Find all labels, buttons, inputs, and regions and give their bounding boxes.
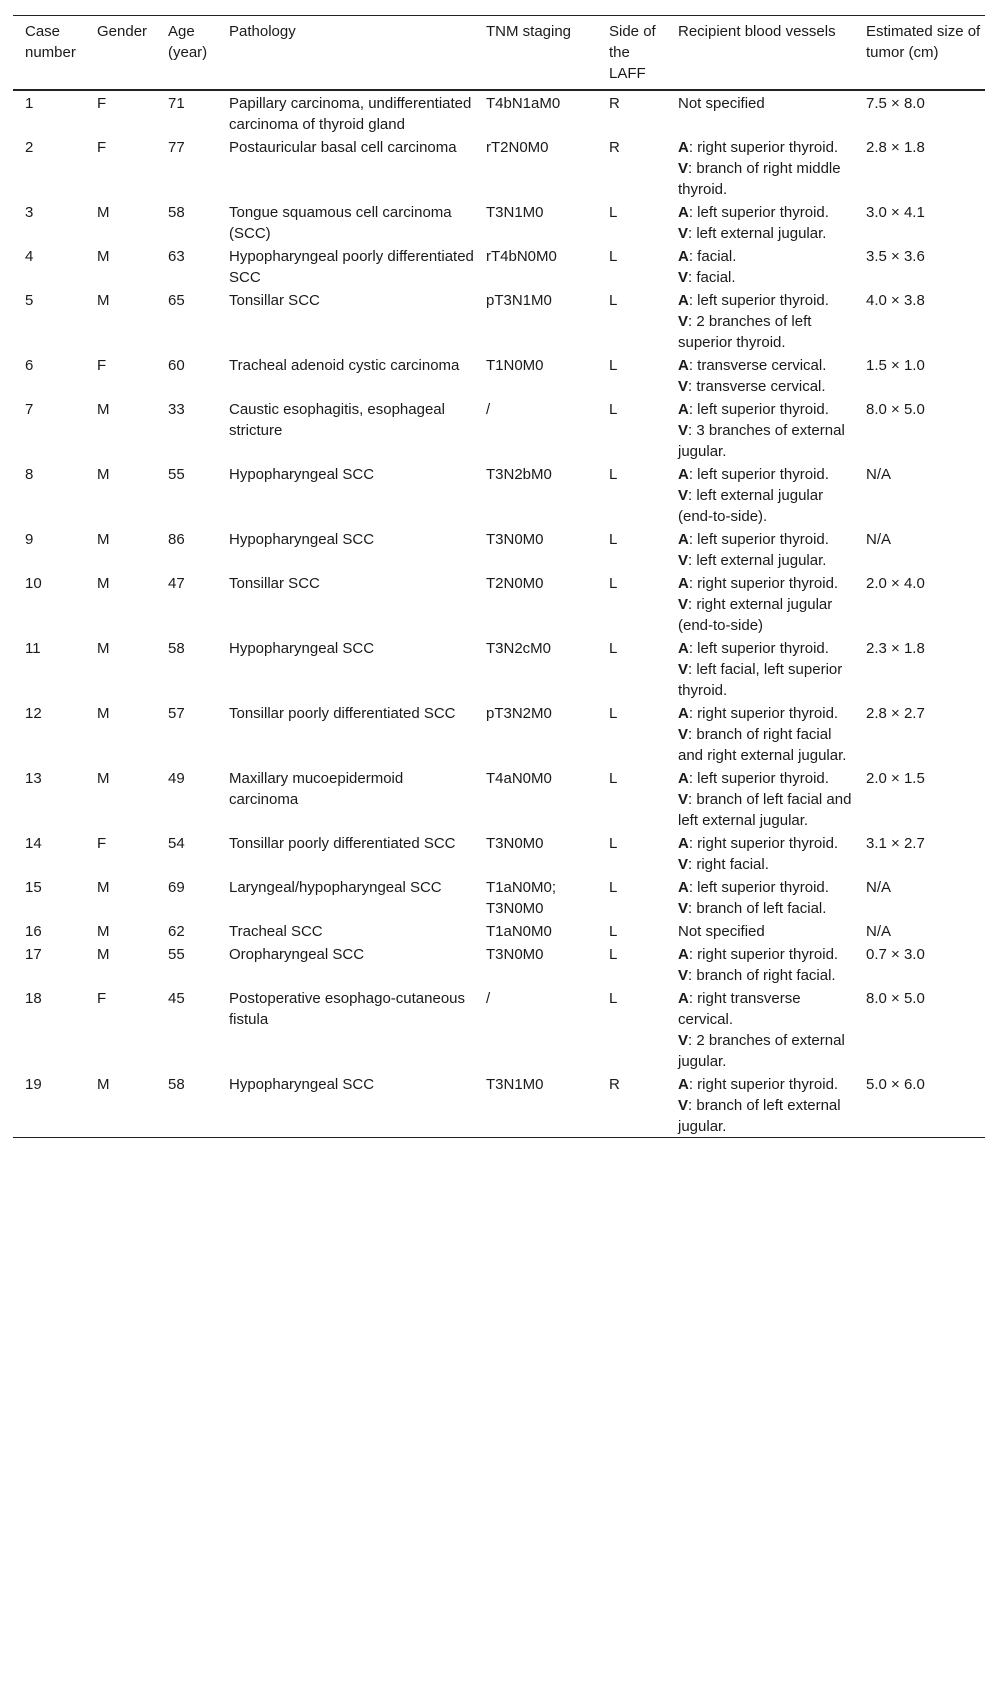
vessel-description: : branch of right middle thyroid. [678,160,841,198]
cell-tnm-staging: T3N0M0 [486,835,544,852]
cell-case-number: 18 [25,990,42,1007]
cell-gender: M [97,640,110,657]
vessel-type-label: V [678,967,689,984]
cell-case-number: 17 [25,946,42,963]
vessel-type-label: A [678,879,689,896]
cell-recipient-vessels [666,527,854,571]
vessel-description: : branch of left facial. [688,900,827,917]
header-pathology: Pathology [229,23,296,40]
table-row [13,462,985,527]
vessel-description: : branch of left external jugular. [678,1097,841,1135]
vessel-type-label: A [678,357,689,374]
cell-side: L [609,357,618,374]
vessel-type-label: V [678,160,689,177]
table-row [13,353,985,397]
cell-pathology: Tonsillar SCC [229,292,320,309]
vessel-type-label: V [678,661,689,678]
vessel-description: : transverse cervical. [688,378,826,395]
vessel-description: : 3 branches of external jugular. [678,422,845,460]
cell-age: 33 [168,401,185,418]
vessel-description: : left superior thyroid. [688,770,829,787]
case-table [13,15,985,1138]
cell-age: 58 [168,1076,185,1093]
cell-recipient-vessels [666,353,854,397]
cell-side: R [609,139,620,156]
cell-case-number: 13 [25,770,42,787]
vessel-type-label: V [678,726,689,743]
cell-gender: M [97,705,110,722]
table-row [13,571,985,636]
table-row [13,135,985,200]
cell-age: 71 [168,95,185,112]
vessel-description: : branch of right facial and right external jugular. [678,726,847,764]
cell-tnm-staging: T3N1M0 [486,1076,544,1093]
cell-case-number: 16 [25,923,42,940]
header-tnm-staging: TNM staging [486,23,572,40]
cell-gender: M [97,575,110,592]
vessel-type-label: A [678,139,689,156]
vessel-line [678,898,854,919]
cell-age: 55 [168,466,185,483]
cell-recipient-vessels [666,397,854,462]
cell-pathology: Tonsillar poorly differentiated SCC [229,705,456,722]
cell-tnm-staging: pT3N2M0 [486,705,552,722]
vessel-line [678,877,854,898]
cell-age: 86 [168,531,185,548]
cell-age: 47 [168,575,185,592]
vessel-description: : left external jugular (end-to-side). [678,487,824,525]
cell-case-number: 4 [25,248,34,265]
vessel-description: : right superior thyroid. [688,946,839,963]
cell-side: L [609,466,618,483]
table-row [13,919,985,942]
cell-tumor-size: 8.0 × 5.0 [866,990,925,1007]
header-recipient-vessels: Recipient blood vessels [678,23,836,40]
header-age: Age (year) [168,23,208,61]
cell-tnm-staging: T3N0M0 [486,531,544,548]
vessel-line [678,965,854,986]
cell-recipient-vessels [666,90,854,135]
vessel-description: : left external jugular. [688,225,827,242]
header-gender: Gender [97,23,148,40]
vessel-type-label: A [678,292,689,309]
vessel-type-label: V [678,487,689,504]
cell-gender: M [97,879,110,896]
vessel-type-label: A [678,990,689,1007]
vessel-type-label: V [678,422,689,439]
cell-side: L [609,292,618,309]
vessel-type-label: A [678,770,689,787]
cell-case-number: 1 [25,95,34,112]
cell-tumor-size: 2.8 × 2.7 [866,705,925,722]
cell-pathology: Hypopharyngeal SCC [229,640,375,657]
cell-pathology: Maxillary mucoepidermoid carcinoma [229,770,404,808]
table-body [13,90,985,1138]
cell-gender: M [97,401,110,418]
cell-tnm-staging: rT4bN0M0 [486,248,557,265]
cell-gender: M [97,248,110,265]
cell-side: R [609,95,620,112]
cell-gender: F [97,95,107,112]
table-row [13,527,985,571]
vessel-description: : left external jugular. [688,552,827,569]
cell-tumor-size: N/A [866,879,892,896]
header-case-number: Case number [25,23,76,61]
header-side: Side of the LAFF [609,23,656,82]
cell-gender: M [97,1076,110,1093]
cell-recipient-vessels [666,636,854,701]
vessel-type-label: A [678,1076,689,1093]
vessel-line [678,223,854,244]
vessel-type-label: V [678,1097,689,1114]
vessel-line [678,638,854,659]
cell-case-number: 7 [25,401,34,418]
cell-side: L [609,879,618,896]
cell-pathology: Hypopharyngeal SCC [229,531,375,548]
cell-age: 57 [168,705,185,722]
cell-recipient-vessels [666,942,854,986]
vessel-type-label: V [678,378,689,395]
vessel-line [678,464,854,485]
vessel-line [678,659,854,701]
vessel-description: Not specified [678,95,765,112]
table-row [13,942,985,986]
cell-gender: M [97,204,110,221]
cell-case-number: 12 [25,705,42,722]
cell-side: L [609,923,618,940]
cell-recipient-vessels [666,919,854,942]
cell-side: L [609,531,618,548]
vessel-line [678,1095,854,1137]
table-row [13,986,985,1072]
vessel-description: : left superior thyroid. [688,879,829,896]
vessel-line [678,550,854,571]
cell-tnm-staging: rT2N0M0 [486,139,549,156]
table-row [13,766,985,831]
vessel-description: : right superior thyroid. [688,1076,839,1093]
cell-side: R [609,1076,620,1093]
vessel-type-label: A [678,575,689,592]
cell-age: 62 [168,923,185,940]
vessel-description: : right superior thyroid. [688,835,839,852]
cell-gender: F [97,139,107,156]
cell-case-number: 6 [25,357,34,374]
vessel-line [678,854,854,875]
table-row [13,90,985,135]
cell-case-number: 15 [25,879,42,896]
cell-pathology: Tonsillar poorly differentiated SCC [229,835,456,852]
cell-age: 63 [168,248,185,265]
cell-side: L [609,946,618,963]
vessel-description: : left superior thyroid. [688,401,829,418]
cell-tumor-size: 0.7 × 3.0 [866,946,925,963]
vessel-description: : 2 branches of left superior thyroid. [678,313,812,351]
vessel-description: : left superior thyroid. [688,204,829,221]
cell-pathology: Papillary carcinoma, undifferentiated carcinoma of thyroid gland [229,95,472,133]
vessel-description: : transverse cervical. [688,357,827,374]
vessel-type-label: A [678,466,689,483]
cell-tumor-size: 2.3 × 1.8 [866,640,925,657]
vessel-line [678,137,854,158]
cell-gender: F [97,990,107,1007]
cell-tumor-size: 7.5 × 8.0 [866,95,925,112]
cell-case-number: 10 [25,575,42,592]
cell-recipient-vessels [666,831,854,875]
cell-tumor-size: 3.1 × 2.7 [866,835,925,852]
cell-pathology: Caustic esophagitis, esophageal stricture [229,401,445,439]
vessel-line [678,921,854,942]
cell-side: L [609,705,618,722]
vessel-line [678,485,854,527]
cell-tumor-size: 4.0 × 3.8 [866,292,925,309]
vessel-line [678,573,854,594]
vessel-line [678,1030,854,1072]
cell-gender: F [97,357,107,374]
cell-recipient-vessels [666,462,854,527]
vessel-description: : right external jugular (end-to-side) [678,596,833,634]
vessel-type-label: A [678,835,689,852]
vessel-line [678,420,854,462]
vessel-line [678,246,854,267]
cell-tnm-staging: T1aN0M0; T3N0M0 [486,879,557,917]
vessel-description: : right superior thyroid. [688,139,839,156]
cell-age: 54 [168,835,185,852]
vessel-description: : left superior thyroid. [688,292,829,309]
vessel-description: : branch of left facial and left external jugular. [678,791,852,829]
vessel-line [678,594,854,636]
cell-tnm-staging: T1aN0M0 [486,923,552,940]
cell-tumor-size: 1.5 × 1.0 [866,357,925,374]
vessel-description: : right superior thyroid. [688,705,839,722]
cell-tumor-size: 3.5 × 3.6 [866,248,925,265]
vessel-line [678,376,854,397]
table-row [13,244,985,288]
cell-case-number: 14 [25,835,42,852]
cell-age: 77 [168,139,185,156]
header-row [13,16,985,91]
cell-gender: M [97,946,110,963]
vessel-line [678,988,854,1030]
table-row [13,397,985,462]
cell-case-number: 11 [25,640,41,657]
cell-tnm-staging: T4aN0M0 [486,770,552,787]
cell-pathology: Hypopharyngeal SCC [229,466,375,483]
cell-side: L [609,401,618,418]
vessel-description: : left superior thyroid. [688,466,829,483]
vessel-description: : 2 branches of external jugular. [678,1032,845,1070]
cell-tumor-size: 2.8 × 1.8 [866,139,925,156]
cell-tumor-size: 2.0 × 4.0 [866,575,925,592]
vessel-line [678,202,854,223]
vessel-description: : facial. [688,269,736,286]
cell-case-number: 2 [25,139,34,156]
cell-age: 60 [168,357,185,374]
table-row [13,636,985,701]
cell-tnm-staging: T3N2bM0 [486,466,552,483]
table-row [13,1072,985,1138]
cell-tumor-size: N/A [866,531,892,548]
cell-gender: F [97,835,107,852]
table-row [13,831,985,875]
cell-pathology: Postoperative esophago-cutaneous fistula [229,990,466,1028]
vessel-line [678,768,854,789]
cell-side: L [609,770,618,787]
cell-tumor-size: 3.0 × 4.1 [866,204,925,221]
table-header [13,16,985,91]
cell-gender: M [97,466,110,483]
vessel-line [678,703,854,724]
cell-case-number: 5 [25,292,34,309]
vessel-line [678,833,854,854]
vessel-description: : branch of right facial. [688,967,836,984]
vessel-type-label: A [678,640,689,657]
vessel-type-label: A [678,705,689,722]
vessel-type-label: A [678,531,689,548]
vessel-type-label: V [678,552,689,569]
cell-gender: M [97,923,110,940]
cell-age: 45 [168,990,185,1007]
cell-gender: M [97,770,110,787]
vessel-description: : left facial, left superior thyroid. [678,661,843,699]
vessel-line [678,311,854,353]
cell-tnm-staging: T3N2cM0 [486,640,552,657]
vessel-description: : right transverse cervical. [678,990,801,1028]
cell-gender: M [97,292,110,309]
table-row [13,701,985,766]
cell-side: L [609,248,618,265]
cell-gender: M [97,531,110,548]
vessel-type-label: A [678,248,689,265]
cell-side: L [609,990,618,1007]
vessel-type-label: V [678,225,689,242]
vessel-line [678,1074,854,1095]
cell-pathology: Tracheal adenoid cystic carcinoma [229,357,460,374]
cell-recipient-vessels [666,986,854,1072]
cell-recipient-vessels [666,701,854,766]
cell-age: 65 [168,292,185,309]
cell-pathology: Tracheal SCC [229,923,323,940]
cell-recipient-vessels [666,135,854,200]
vessel-type-label: V [678,1032,689,1049]
vessel-line [678,789,854,831]
table-row [13,288,985,353]
cell-recipient-vessels [666,1072,854,1138]
cell-age: 69 [168,879,185,896]
vessel-type-label: A [678,946,689,963]
vessel-description: Not specified [678,923,765,940]
vessel-type-label: V [678,313,689,330]
cell-tumor-size: 5.0 × 6.0 [866,1076,925,1093]
cell-pathology: Oropharyngeal SCC [229,946,365,963]
cell-tnm-staging: / [486,990,491,1007]
vessel-line [678,93,854,114]
cell-age: 49 [168,770,185,787]
cell-case-number: 3 [25,204,34,221]
cell-tumor-size: N/A [866,923,892,940]
cell-age: 55 [168,946,185,963]
vessel-type-label: V [678,596,689,613]
cell-pathology: Postauricular basal cell carcinoma [229,139,457,156]
vessel-description: : right facial. [688,856,769,873]
cell-side: L [609,835,618,852]
cell-recipient-vessels [666,200,854,244]
cell-case-number: 9 [25,531,34,548]
cell-pathology: Hypopharyngeal poorly differentiated SCC [229,248,474,286]
cell-tumor-size: N/A [866,466,892,483]
vessel-line [678,724,854,766]
cell-recipient-vessels [666,244,854,288]
cell-tumor-size: 8.0 × 5.0 [866,401,925,418]
cell-pathology: Hypopharyngeal SCC [229,1076,375,1093]
vessel-line [678,944,854,965]
cell-side: L [609,640,618,657]
vessel-type-label: V [678,856,689,873]
cell-case-number: 8 [25,466,34,483]
cell-recipient-vessels [666,288,854,353]
cell-age: 58 [168,640,185,657]
table-row [13,200,985,244]
vessel-type-label: V [678,791,689,808]
cell-tnm-staging: / [486,401,491,418]
cell-recipient-vessels [666,766,854,831]
cell-pathology: Tongue squamous cell carcinoma (SCC) [229,204,452,242]
cell-age: 58 [168,204,185,221]
vessel-type-label: A [678,401,689,418]
vessel-description: : left superior thyroid. [688,640,829,657]
cell-tnm-staging: pT3N1M0 [486,292,552,309]
cell-tumor-size: 2.0 × 1.5 [866,770,925,787]
cell-pathology: Tonsillar SCC [229,575,320,592]
cell-tnm-staging: T4bN1aM0 [486,95,561,112]
cell-recipient-vessels [666,875,854,919]
vessel-description: : left superior thyroid. [688,531,829,548]
cell-case-number: 19 [25,1076,42,1093]
table-row [13,875,985,919]
vessel-line [678,399,854,420]
vessel-line [678,267,854,288]
cell-tnm-staging: T2N0M0 [486,575,544,592]
cell-tnm-staging: T3N0M0 [486,946,544,963]
cell-recipient-vessels [666,571,854,636]
vessel-type-label: V [678,269,689,286]
vessel-line [678,290,854,311]
cell-tnm-staging: T3N1M0 [486,204,544,221]
vessel-description: : right superior thyroid. [688,575,839,592]
cell-side: L [609,575,618,592]
vessel-line [678,529,854,550]
cell-side: L [609,204,618,221]
cell-tnm-staging: T1N0M0 [486,357,544,374]
vessel-line [678,158,854,200]
vessel-type-label: A [678,204,689,221]
header-tumor-size: Estimated size of tumor (cm) [866,23,981,61]
vessel-description: : facial. [688,248,737,265]
vessel-line [678,355,854,376]
cell-pathology: Laryngeal/hypopharyngeal SCC [229,879,442,896]
vessel-type-label: V [678,900,689,917]
